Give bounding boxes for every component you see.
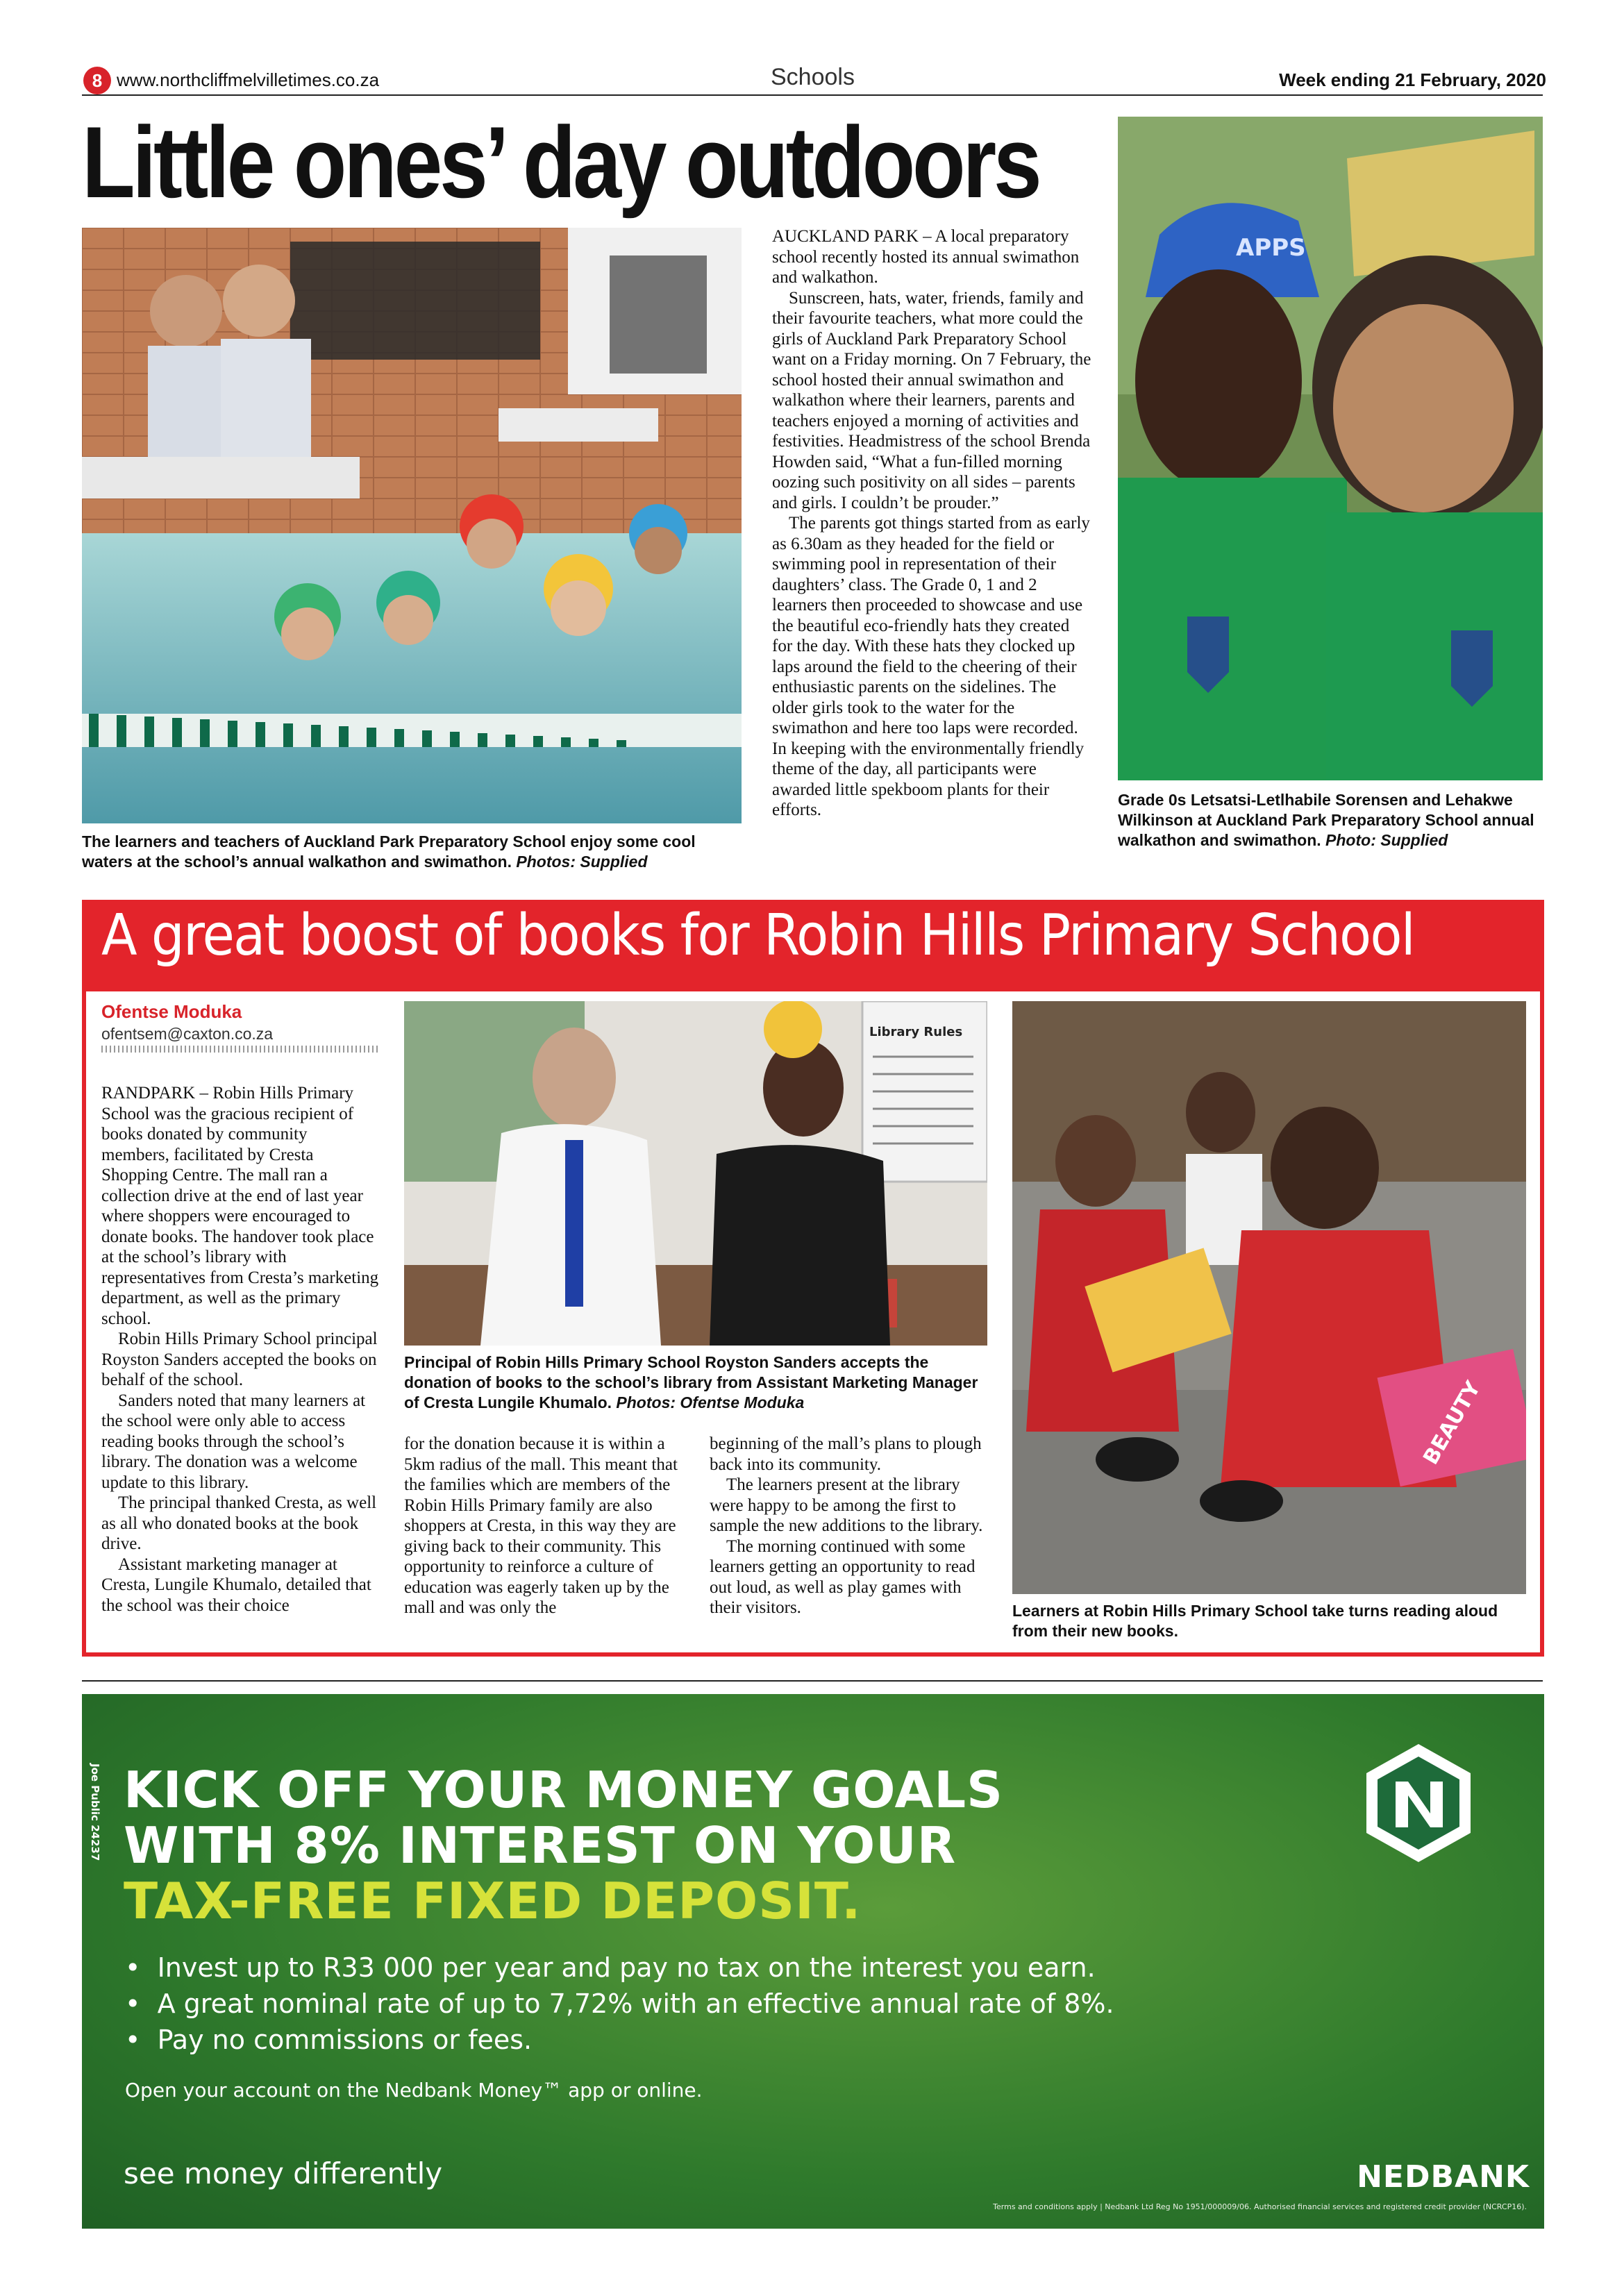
section-rule	[82, 1680, 1543, 1682]
story2-paragraph: The learners present at the library were happy to be among the first to sample the new additions to the library.	[710, 1475, 983, 1535]
ad-side-code: Joe Public 24237	[89, 1763, 101, 1861]
nedbank-wordmark: NEDBANK	[1357, 2159, 1530, 2195]
photo-principal-handover	[404, 1001, 987, 1346]
story2-column-3	[710, 1434, 987, 1618]
photo-credit: Photos: Ofentse Moduka	[616, 1393, 805, 1411]
week-ending-date: Week ending 21 February, 2020	[1279, 69, 1546, 90]
ad-bullet: • A great nominal rate of up to 7,72% with an effective annual rate of 8%.	[125, 1988, 1114, 2019]
caption-pool-photo: The learners and teachers of Auckland Park Preparatory School enjoy some cool waters at the school’s annual walkathon and swimathon. Photos: Supplied	[82, 832, 696, 871]
bullet-dot-icon: •	[125, 1952, 141, 1983]
story1-paragraph: AUCKLAND PARK – A local preparatory school recently hosted its annual swimathon and walkathon.	[772, 227, 1080, 287]
nedbank-logo-icon	[1362, 1741, 1475, 1865]
story1-paragraph: The parents got things started from as early as 6.30am as they headed for the field or swimming pool in representation of their daughters’ class. The Grade 0, 1 and 2 learners then proceeded to showcase and use the beautiful eco-friendly hats they created for the day. With these hats they clocked up laps around the field to the cheering of their enthusiastic parents on the sidelines. The older girls took to the water for the swimathon and here too laps were recorded. In keeping with the environmentally friendly theme of the day, all participants were awarded little spekboom plants for their efforts.	[772, 514, 1090, 819]
ad-terms: Terms and conditions apply | Nedbank Ltd Reg No 1951/000009/06. Authorised financial services and registered credit provider (NCRCP16).	[993, 2202, 1527, 2211]
byline-author: Ofentse Moduka	[101, 1001, 242, 1022]
ad-headline-line-1: KICK OFF YOUR MONEY GOALS	[124, 1761, 1003, 1819]
ad-open-account: Open your account on the Nedbank Money™ app or online.	[125, 2079, 703, 2102]
story2-paragraph: Robin Hills Primary School principal Royston Sanders accepted the books on behalf of the school.	[101, 1330, 378, 1389]
ad-bullet: • Pay no commissions or fees.	[125, 2025, 533, 2055]
story2-paragraph: The principal thanked Cresta, as well as all who donated books at the book drive.	[101, 1493, 377, 1553]
ad-bullet: • Invest up to R33 000 per year and pay no tax on the interest you earn.	[125, 1952, 1096, 1983]
headline: Little ones’ day outdoors	[82, 106, 1039, 219]
photo-credit: Photos: Supplied	[516, 853, 648, 871]
byline-divider	[101, 1046, 379, 1053]
section-name: Schools	[771, 64, 855, 90]
bullet-dot-icon: •	[125, 2025, 141, 2055]
photo-learners-reading	[1012, 1001, 1526, 1594]
ad-slogan: see money differently	[124, 2156, 443, 2190]
ad-headline-line-2: WITH 8% INTEREST ON YOUR	[124, 1816, 957, 1875]
photo-grade0-kids	[1118, 117, 1543, 780]
story2-paragraph: Assistant marketing manager at Cresta, Lungile Khumalo, detailed that the school was their choice	[101, 1555, 371, 1615]
bullet-dot-icon: •	[125, 1988, 141, 2019]
story2-paragraph: beginning of the mall’s plans to plough back into its community.	[710, 1434, 982, 1474]
story1-body	[772, 226, 1093, 821]
photo-credit: Photo: Supplied	[1325, 831, 1448, 849]
ad-headline-line-3: TAX-FREE FIXED DEPOSIT.	[124, 1872, 862, 1930]
caption-kids-photo: Grade 0s Letsatsi-Letlhabile Sorensen and Lehakwe Wilkinson at Auckland Park Preparatory School annual walkathon and swimathon. Photo: Supplied	[1118, 791, 1534, 849]
header-rule	[82, 94, 1543, 96]
photo-swimmers-pool	[82, 228, 742, 823]
book-cover-title: BEAUTY	[1418, 1377, 1486, 1469]
caption-principal-photo: Principal of Robin Hills Primary School Royston Sanders accepts the donation of books to the school’s library from Assistant Marketing Manager of Cresta Lungile Khumalo. Photos: Ofentse Moduka	[404, 1353, 978, 1411]
story2-column-1	[101, 1083, 379, 1616]
story2-paragraph: Sanders noted that many learners at the school were only able to access reading books through the school’s library. The donation was a welcome update to this library.	[101, 1391, 366, 1492]
cap-logo-text: APPS	[1236, 234, 1306, 262]
page-number-badge: 8	[83, 67, 111, 94]
story2-column-2	[404, 1434, 682, 1618]
story2-paragraph: The morning continued with some learners getting an opportunity to read out loud, as well as play games with their visitors.	[710, 1536, 976, 1617]
caption-learners-photo: Learners at Robin Hills Primary School take turns reading aloud from their new books.	[1012, 1602, 1498, 1640]
website-url[interactable]: www.northcliffmelvilletimes.co.za	[117, 69, 380, 90]
story1-paragraph: Sunscreen, hats, water, friends, family and their favourite teachers, what more could the girls of Auckland Park Preparatory School want on a Friday morning. On 7 February, the school hosted their annual swimathon and walkathon where their learners, parents and teachers enjoyed a morning of activities and festivities. Headmistress of the school Brenda Howden said, “What a fun-filled morning oozing such positivity on all sides – parents and girls. I couldn’t be prouder.”	[772, 288, 1091, 512]
story2-paragraph: RANDPARK – Robin Hills Primary School was the gracious recipient of books donated by community members, facilitated by Cresta Shopping Centre. The mall ran a collection drive at the end of last year where shoppers were encouraged to donate books. The handover took place at the school’s library with representatives from Cresta’s marketing department, as well as the primary school.	[101, 1084, 379, 1328]
byline-email[interactable]: ofentsem@caxton.co.za	[101, 1025, 274, 1043]
story2-paragraph: for the donation because it is within a 5km radius of the mall. This meant that the families which are members of the Robin Hills Primary family are also shoppers at Cresta, in this way they are giving back to their community. This opportunity to reinforce a culture of education was eagerly taken up by the mall and was only the	[404, 1434, 678, 1617]
feature-title: A great boost of books for Robin Hills Primary School	[101, 903, 1414, 969]
library-rules-poster: Library Rules	[869, 1025, 963, 1039]
